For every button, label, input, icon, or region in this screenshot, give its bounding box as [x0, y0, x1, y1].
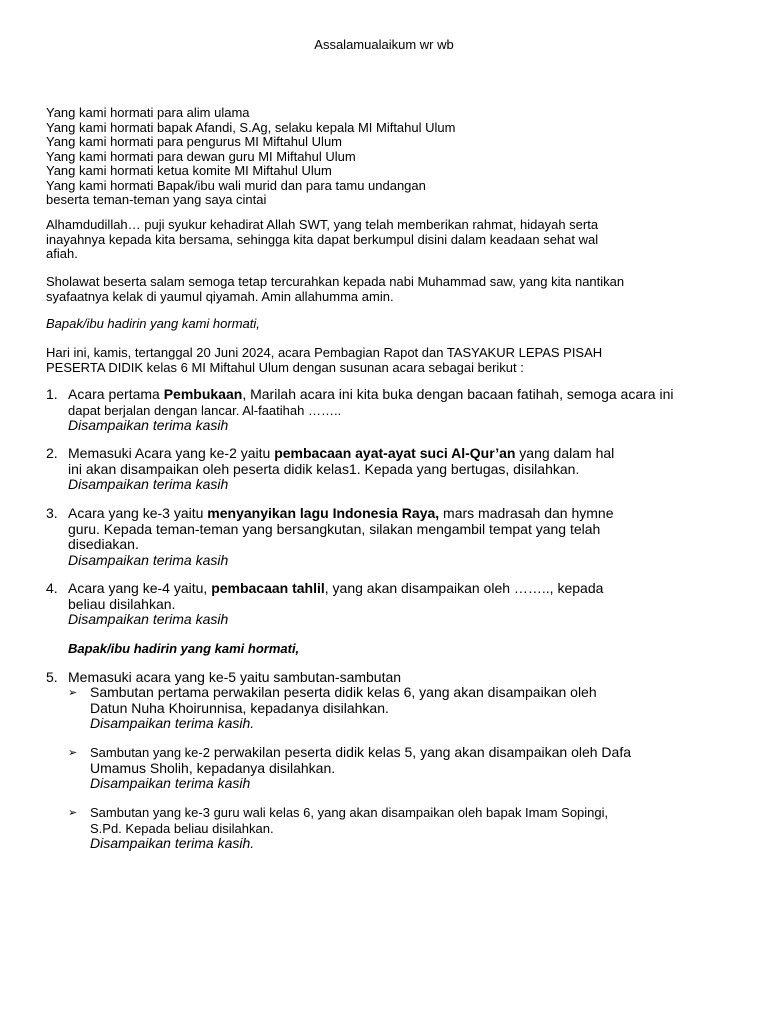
page-title: Assalamualaikum wr wb: [314, 37, 454, 52]
thanks-line: Disampaikan terima kasih: [90, 775, 251, 791]
greeting-line: Yang kami hormati Bapak/ibu wali murid dan para tamu undangan: [46, 177, 426, 193]
sub-item-text: Datun Nuha Khoirunnisa, kepadanya disilahkan.: [90, 699, 389, 716]
paragraph-line: afiah.: [46, 246, 78, 261]
thanks-line: Disampaikan terima kasih.: [90, 835, 255, 851]
greeting-line: Yang kami hormati para pengurus MI Miftahul Ulum: [46, 134, 342, 149]
arrow-bullet-icon: ➢: [68, 747, 78, 759]
item-text: dapat berjalan dengan lancar. Al-faatihah ……..: [68, 402, 342, 418]
address-line: Bapak/ibu hadirin yang kami hormati,: [46, 316, 260, 331]
sholawat-paragraph: [46, 275, 726, 304]
item-text: disediakan.: [68, 536, 139, 552]
item-bold-text: pembacaan tahlil: [211, 580, 325, 596]
thanks-line: Disampaikan terima kasih: [68, 417, 229, 433]
thanks-line: Disampaikan terima kasih: [68, 476, 229, 492]
opening-paragraph: [46, 218, 726, 262]
sub-item-text: S.Pd. Kepada beliau disilahkan.: [90, 820, 274, 836]
greeting-line: Yang kami hormati ketua komite MI Miftahul Ulum: [46, 163, 332, 178]
sub-item-text: Sambutan yang ke-2: [90, 745, 210, 760]
item-text: Acara yang ke-4 yaitu,: [68, 580, 212, 596]
item-text: guru. Kepada teman-teman yang bersangkutan, silakan mengambil tempat yang telah: [68, 520, 601, 537]
paragraph-line: syafaatnya kelak di yaumul qiyamah. Amin allahumma amin.: [46, 288, 394, 304]
item-text: Acara pertama: [68, 386, 164, 402]
item-text: , Marilah acara ini kita buka dengan bacaan fatihah, semoga acara ini: [242, 386, 674, 402]
item-number: 5.: [46, 669, 58, 685]
thanks-line: Disampaikan terima kasih: [68, 551, 229, 568]
item-bold-text: pembacaan ayat-ayat suci Al-Qur’an: [274, 445, 516, 461]
paragraph-line: Sholawat beserta salam semoga tetap tercurahkan kepada nabi Muhammad saw, yang kita nantikan: [46, 274, 625, 289]
item-text: Memasuki acara yang ke-5 yaitu sambutan-sambutan: [68, 669, 402, 685]
sub-item-text: Umamus Sholih, kepadanya disilahkan.: [90, 759, 336, 776]
greeting-line: beserta teman-teman yang saya cintai: [46, 192, 267, 207]
greetings-block: [46, 106, 726, 208]
item-text: Memasuki Acara yang ke-2 yaitu: [68, 445, 275, 461]
item-number: 2.: [46, 445, 58, 461]
greeting-line: Yang kami hormati para dewan guru MI Miftahul Ulum: [46, 148, 356, 164]
arrow-bullet-icon: ➢: [68, 687, 78, 699]
arrow-bullet-icon: ➢: [68, 807, 78, 819]
item-text: ini akan disampaikan oleh peserta didik kelas1. Kepada yang bertugas, disilahkan.: [68, 460, 580, 477]
item-number: 4.: [46, 580, 58, 596]
item-text: beliau disilahkan.: [68, 595, 176, 612]
item-text: Acara yang ke-3 yaitu: [68, 505, 208, 521]
item-text: yang dalam hal: [515, 445, 615, 461]
paragraph-line: PESERTA DIDIK kelas 6 MI Miftahul Ulum dengan susunan acara sebagai berikut :: [46, 359, 524, 375]
item-text: mars madrasah dan hymne: [439, 505, 614, 521]
item-bold-text: Pembukaan: [163, 386, 243, 402]
paragraph-line: inayahnya kepada kita bersama, sehingga kita dapat berkumpul disini dalam keadaan sehat wal: [46, 231, 599, 247]
greeting-line: Yang kami hormati para alim ulama: [46, 105, 250, 120]
address-line-bold: Bapak/ibu hadirin yang kami hormati,: [68, 641, 300, 656]
sub-item-text: perwakilan peserta didik kelas 5, yang akan disampaikan oleh Dafa: [209, 744, 631, 760]
sub-item-text: Sambutan yang ke-3 guru wali kelas 6, yang akan disampaikan oleh bapak Imam Sopingi,: [90, 805, 609, 820]
thanks-line: Disampaikan terima kasih.: [90, 715, 255, 731]
paragraph-line: Alhamdudillah… puji syukur kehadirat Allah SWT, yang telah memberikan rahmat, hidayah serta: [46, 217, 599, 232]
item-bold-text: menyanyikan lagu Indonesia Raya,: [207, 505, 440, 521]
item-number: 3.: [46, 505, 58, 521]
paragraph-line: Hari ini, kamis, tertanggal 20 Juni 2024, acara Pembagian Rapot dan TASYAKUR LEPAS PISAH: [46, 345, 603, 360]
thanks-line: Disampaikan terima kasih: [68, 611, 229, 627]
sub-item-text: Sambutan pertama perwakilan peserta didik kelas 6, yang akan disampaikan oleh: [90, 684, 597, 700]
greeting-line: Yang kami hormati bapak Afandi, S.Ag, selaku kepala MI Miftahul Ulum: [46, 119, 456, 135]
item-text: , yang akan disampaikan oleh …….., kepada: [324, 580, 604, 596]
agenda-intro-paragraph: [46, 346, 726, 375]
item-number: 1.: [46, 386, 58, 402]
